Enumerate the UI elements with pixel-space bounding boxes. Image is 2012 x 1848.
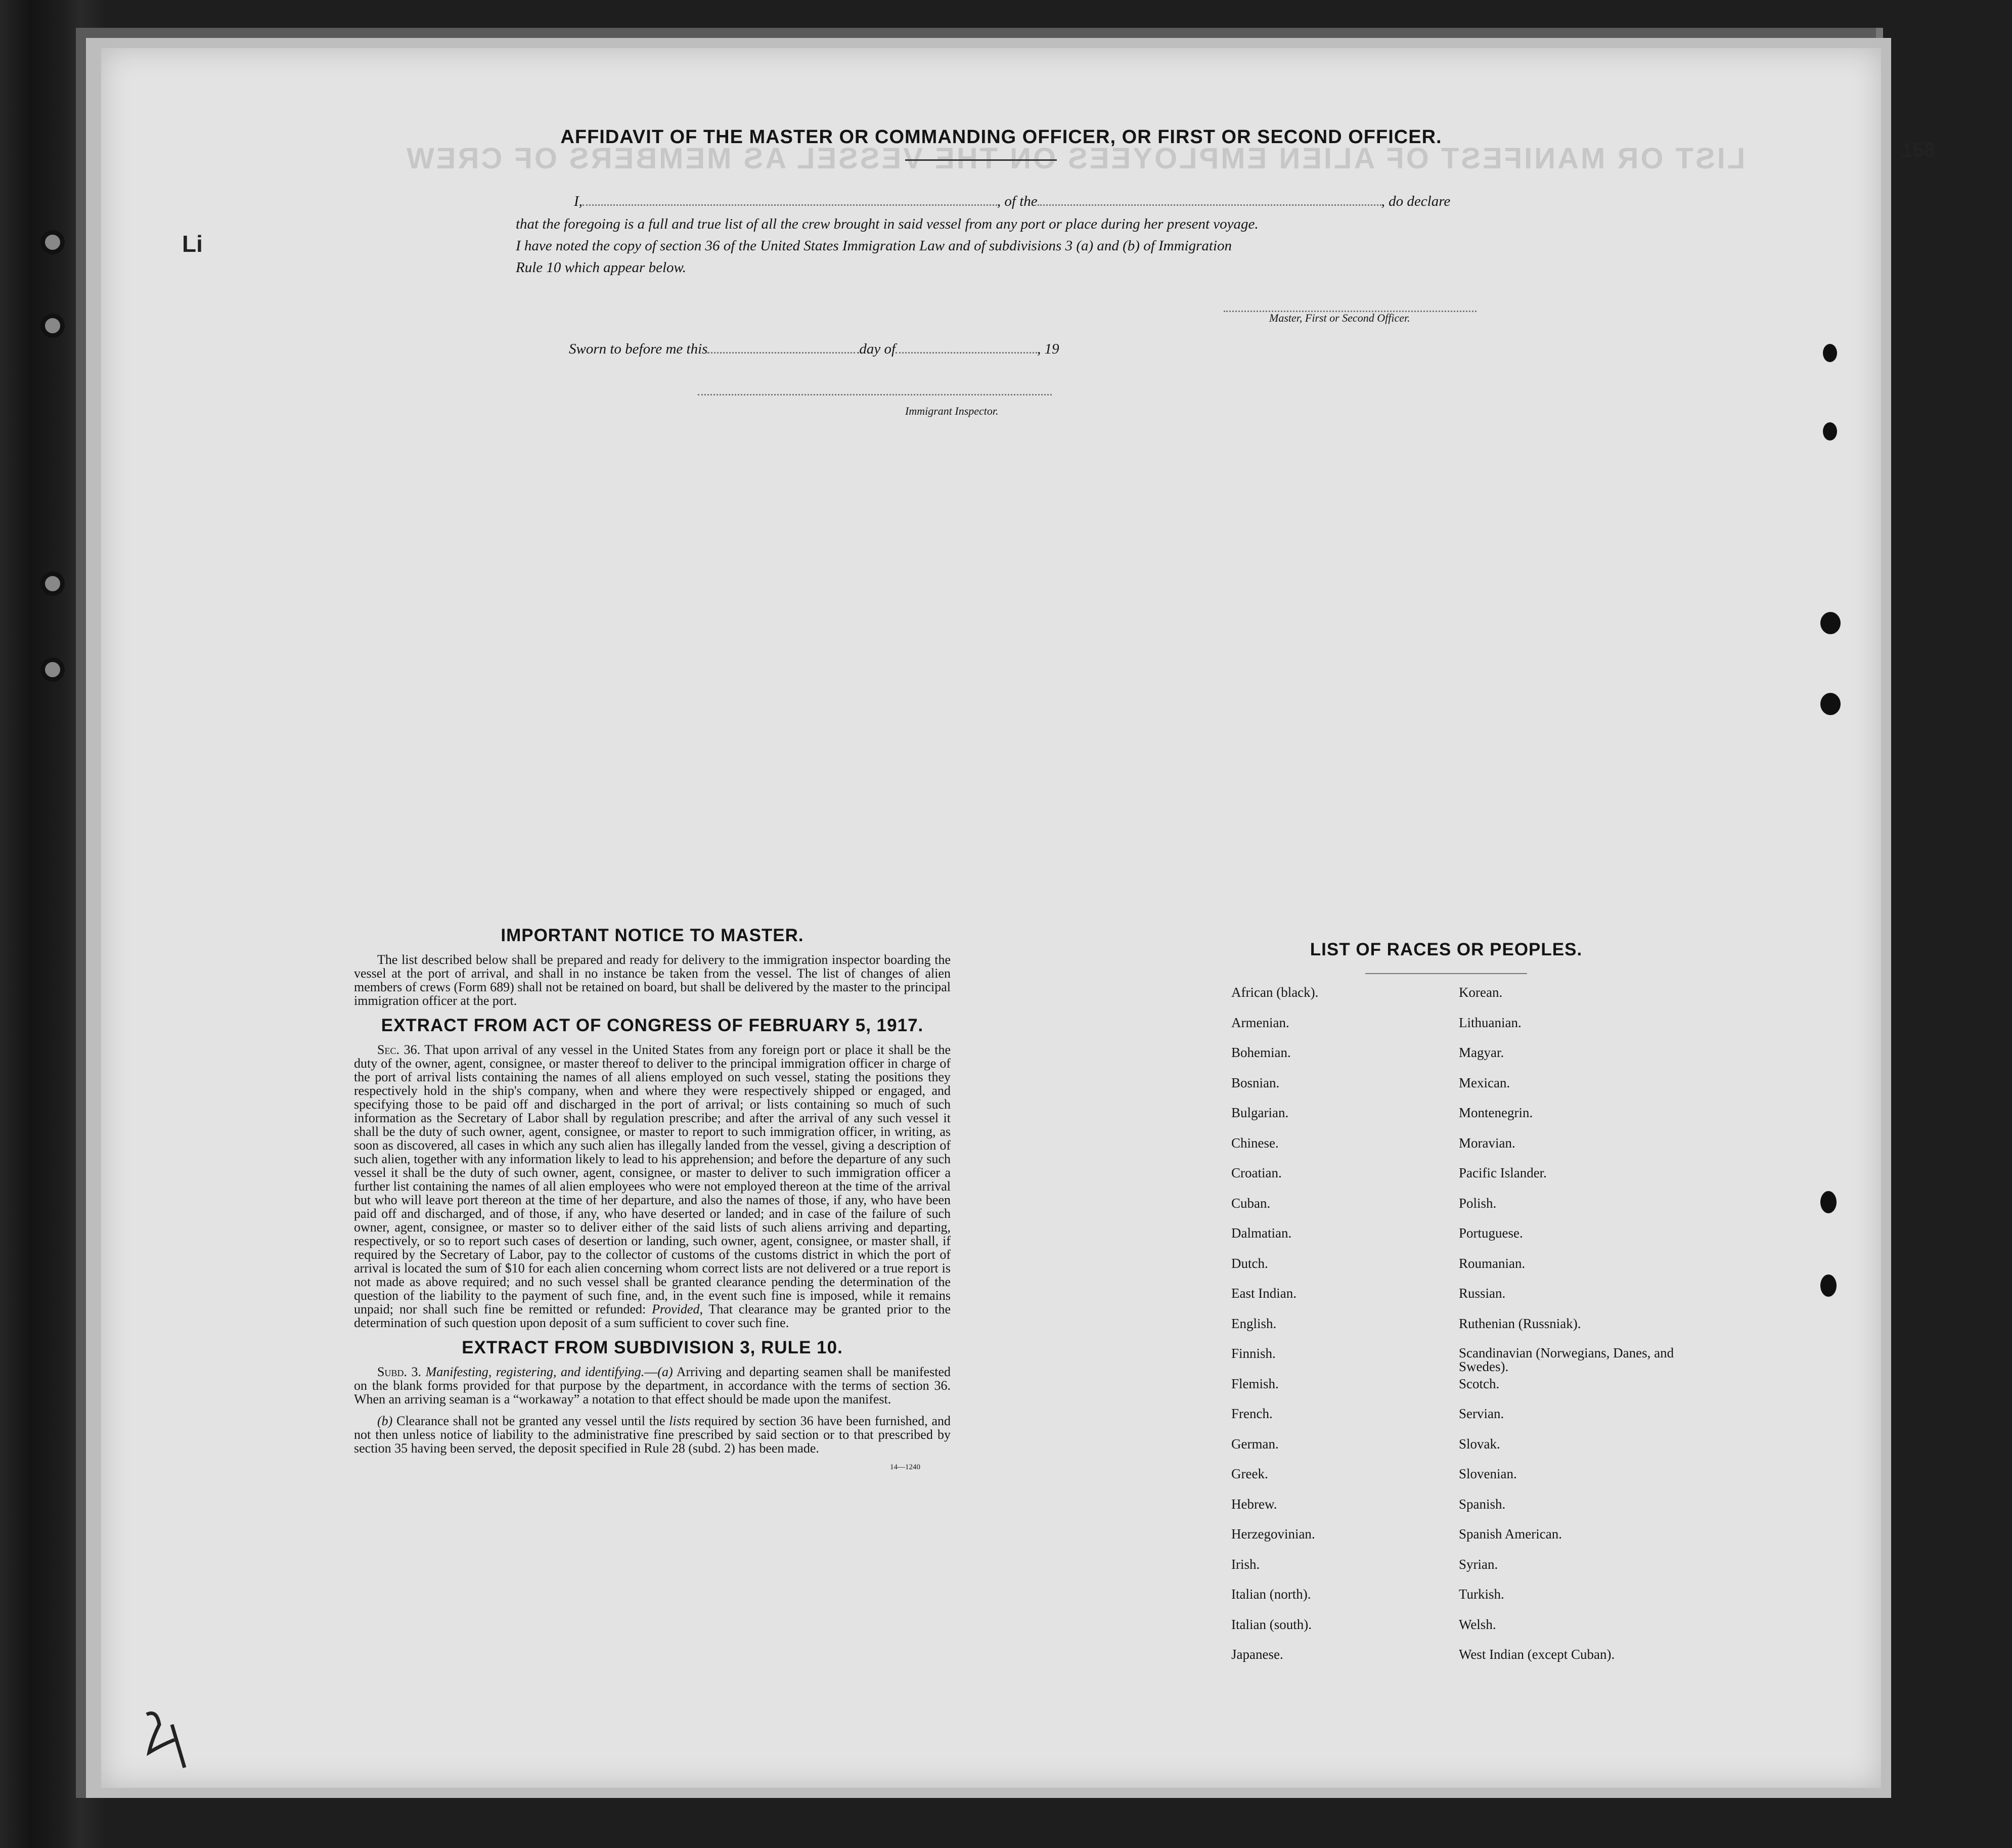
affidavit-line-3: I have noted the copy of section 36 of the United States Immigration Law and of subdivisions 3 (a) and (b) of Immigration [516, 238, 1232, 254]
race-item: Dutch. [1231, 1255, 1268, 1271]
vessel-blank[interactable] [1038, 192, 1381, 206]
race-item: Welsh. [1459, 1616, 1496, 1632]
race-item: Turkish. [1459, 1587, 1504, 1602]
race-item: Scandinavian (Norwegians, Danes, and Swedes). [1459, 1345, 1674, 1374]
race-item: African (black). [1231, 985, 1319, 1000]
provided-text: That clearance may be granted prior to the determination of such question upon deposit of a sum sufficient to cover such fine. [354, 1302, 951, 1330]
affidavit-title: AFFIDAVIT OF THE MASTER OR COMMANDING OFFICER, OR FIRST OR SECOND OFFICER. [560, 126, 1442, 148]
race-item: Italian (south). [1231, 1616, 1312, 1632]
race-item: Bohemian. [1231, 1045, 1291, 1060]
rule-b-label: (b) [377, 1414, 393, 1428]
race-item: Chinese. [1231, 1135, 1279, 1151]
punch-hole-icon [1820, 612, 1841, 634]
sworn-day-blank[interactable] [707, 340, 859, 354]
punch-hole-icon [1823, 422, 1837, 441]
affidavit-of-the: , of the [997, 193, 1038, 209]
affidavit-line-1 [574, 192, 1450, 210]
notice-text: The list described below shall be prepared and ready for delivery to the immigration inspector boarding the vessel at the port of arrival, and shall in no instance be taken from the vessel. The list of changes of alien members of crews (Form 689) shall not be retained on board, but shall be delivered by the master to the principal immigration officer at the port. [354, 952, 951, 1008]
pencil-mark-icon [137, 1704, 192, 1780]
race-item: Hebrew. [1231, 1496, 1277, 1512]
affidavit-line-4: Rule 10 which appear below. [516, 259, 686, 276]
race-item: Japanese. [1231, 1647, 1283, 1662]
rule-a-text: Subd. 3. Manifesting, registering, and identifying.—(a) Arriving and departing seamen shall be manifested on the blank forms provided for that purpose by the department, in accordance with the terms of section 36. When an arriving seaman is a “workaway” a notation to that effect should be made upon the manifest. [354, 1365, 951, 1406]
subd-label: Subd. 3. [377, 1365, 422, 1379]
race-item: Bulgarian. [1231, 1105, 1289, 1120]
race-item: East Indian. [1231, 1286, 1296, 1301]
race-item: German. [1231, 1436, 1279, 1451]
punch-hole-icon [1820, 693, 1841, 715]
act-title: EXTRACT FROM ACT OF CONGRESS OF FEBRUARY 5, 1917. [381, 1016, 924, 1035]
race-item: Italian (north). [1231, 1587, 1311, 1602]
race-item: Korean. [1459, 985, 1503, 1000]
affidavit-declare: , do declare [1381, 193, 1451, 209]
race-item: Flemish. [1231, 1376, 1279, 1391]
race-item: Magyar. [1459, 1045, 1504, 1060]
race-item: Polish. [1459, 1195, 1497, 1211]
inspector-signature-blank[interactable] [698, 382, 1052, 395]
act-text [354, 1043, 951, 1330]
title-rule [905, 159, 1057, 161]
sec-label: Sec. 36. [377, 1042, 421, 1057]
races-title: LIST OF RACES OR PEOPLES. [1310, 940, 1583, 959]
race-item: Croatian. [1231, 1165, 1282, 1180]
corner-mark-right: 158 [1901, 139, 1935, 161]
race-item: West Indian (except Cuban). [1459, 1647, 1615, 1662]
race-item: Scotch. [1459, 1376, 1500, 1391]
day-of-text: day of [859, 341, 896, 357]
race-item: Cuban. [1231, 1195, 1271, 1211]
sworn-line [569, 340, 1059, 358]
race-item: Russian. [1459, 1286, 1506, 1301]
race-item: Slovenian. [1459, 1466, 1517, 1481]
race-item: Finnish. [1231, 1346, 1276, 1361]
race-item: Servian. [1459, 1406, 1504, 1421]
binding-ring-icon [40, 657, 65, 682]
race-item: English. [1231, 1315, 1277, 1331]
punch-hole-icon [1820, 1274, 1837, 1297]
affidavit-i: I, [574, 193, 583, 209]
form-number: 14—1240 [890, 1463, 920, 1471]
race-item: Roumanian. [1459, 1255, 1526, 1271]
sworn-text: Sworn to before me this [569, 341, 708, 357]
name-blank[interactable] [583, 192, 997, 206]
binding-ring-icon [40, 230, 65, 254]
race-item: Spanish American. [1459, 1526, 1562, 1542]
race-item: Ruthenian (Russniak). [1459, 1315, 1581, 1331]
rule-b-post: required by section 36 have been furnished, and not then unless notice of liability to the administrative fine prescribed by said section or to that prescribed by section 35 having been served, the deposit specified in Rule 28 (subd. 2) has been made. [354, 1414, 951, 1456]
master-signature-blank[interactable] [1224, 298, 1477, 312]
provided-label: Provided, [652, 1302, 703, 1316]
race-item: Mexican. [1459, 1075, 1510, 1090]
master-caption: Master, First or Second Officer. [1269, 312, 1410, 324]
act-body: That upon arrival of any vessel in the United States from any foreign port or place it shall be the duty of the owner, agent, consignee, or master thereof to deliver to the principal immigration officer in charge of the port of arrival lists containing the names of all aliens employed on such vessel, stating the positions they respectively hold in the ship's company, when and where they were respectively shipped or engaged, and specifying those to be paid off and discharged in the port of arrival; or lists containing so much of such information as the Secretary of Labor shall by regulation prescribe; and after the arrival of any such vessel it shall be the duty of such owner, agent, consignee, or master to report to such immigration officer, in writing, as soon as discovered, all cases in which any such alien has illegally landed from the vessel, giving a description of such alien, together with any information likely to lead to his apprehension; and before the departure of any such vessel it shall be the duty of such owner, agent, consignee, or master to deliver to such immigration officer a further list containing the names of all alien employees who were not employed thereon at the time of the arrival but who will leave port thereon at the time of her departure, and also the names of those, if any, who have been paid off and discharged, and of those, if any, who have deserted or landed; and in case of the failure of such owner, agent, consignee, or master so to deliver either of the said lists of such aliens arriving and departing, respectively, or so to report such cases of desertion or landing, such owner, agent, consignee, or master shall, if required by the Secretary of Labor, pay to the collector of customs of the customs district in which the port of arrival is located the sum of $10 for each alien concerning whom correct lists are not delivered or a true report is not made as above required; and no such vessel shall be granted clearance pending the determination of the question of the liability to the payment of such fine, and, in the event such fine is imposed, while it remains unpaid; nor shall such fine be remitted or refunded: [354, 1042, 951, 1316]
rule-b-text [354, 1414, 951, 1455]
bleed-through-text: LIST OR MANIFEST OF ALIEN EMPLOYEES ON THE VESSEL AS MEMBERS OF CREW [405, 142, 1746, 175]
race-item: Bosnian. [1231, 1075, 1280, 1090]
race-item: Montenegrin. [1459, 1105, 1533, 1120]
rule-b-lists: lists [669, 1414, 691, 1428]
punch-hole-icon [1820, 1191, 1837, 1213]
rule-b-pre: Clearance shall not be granted any vessel until the [396, 1414, 665, 1428]
race-item: Moravian. [1459, 1135, 1515, 1151]
races-rule [1365, 973, 1527, 974]
rule-heading: Manifesting, registering, and identifying. [425, 1365, 645, 1379]
binding-ring-icon [40, 314, 65, 338]
race-item: Slovak. [1459, 1436, 1500, 1451]
rule-title: EXTRACT FROM SUBDIVISION 3, RULE 10. [462, 1338, 843, 1357]
race-item: Dalmatian. [1231, 1225, 1292, 1241]
binding-ring-icon [40, 571, 65, 596]
race-item: Lithuanian. [1459, 1015, 1522, 1030]
notice-column [354, 926, 951, 1472]
notice-title: IMPORTANT NOTICE TO MASTER. [501, 926, 804, 945]
manifest-page [101, 48, 1935, 1788]
affidavit-line-2: that the foregoing is a full and true list of all the crew brought in said vessel from any port or place during her present voyage. [516, 216, 1259, 232]
race-item: French. [1231, 1406, 1273, 1421]
race-item: Herzegovinian. [1231, 1526, 1315, 1542]
race-item: Greek. [1231, 1466, 1268, 1481]
punch-hole-icon [1823, 344, 1837, 362]
race-item: Pacific Islander. [1459, 1165, 1547, 1180]
race-item: Syrian. [1459, 1556, 1498, 1572]
corner-mark-left: Li [182, 231, 203, 257]
rule-a-label: (a) [657, 1365, 673, 1379]
sworn-month-blank[interactable] [896, 340, 1037, 354]
year-text: , 19 [1037, 341, 1059, 357]
race-item: Irish. [1231, 1556, 1260, 1572]
race-item: Spanish. [1459, 1496, 1506, 1512]
inspector-caption: Immigrant Inspector. [905, 405, 999, 417]
race-item: Portuguese. [1459, 1225, 1523, 1241]
rule-a-body: Arriving and departing seamen shall be manifested on the blank forms provided for that purpose by the department, in accordance with the terms of section 36. When an arriving seaman is a “workaway” a notation to that effect should be made upon the manifest. [354, 1365, 951, 1406]
race-item: Armenian. [1231, 1015, 1289, 1030]
